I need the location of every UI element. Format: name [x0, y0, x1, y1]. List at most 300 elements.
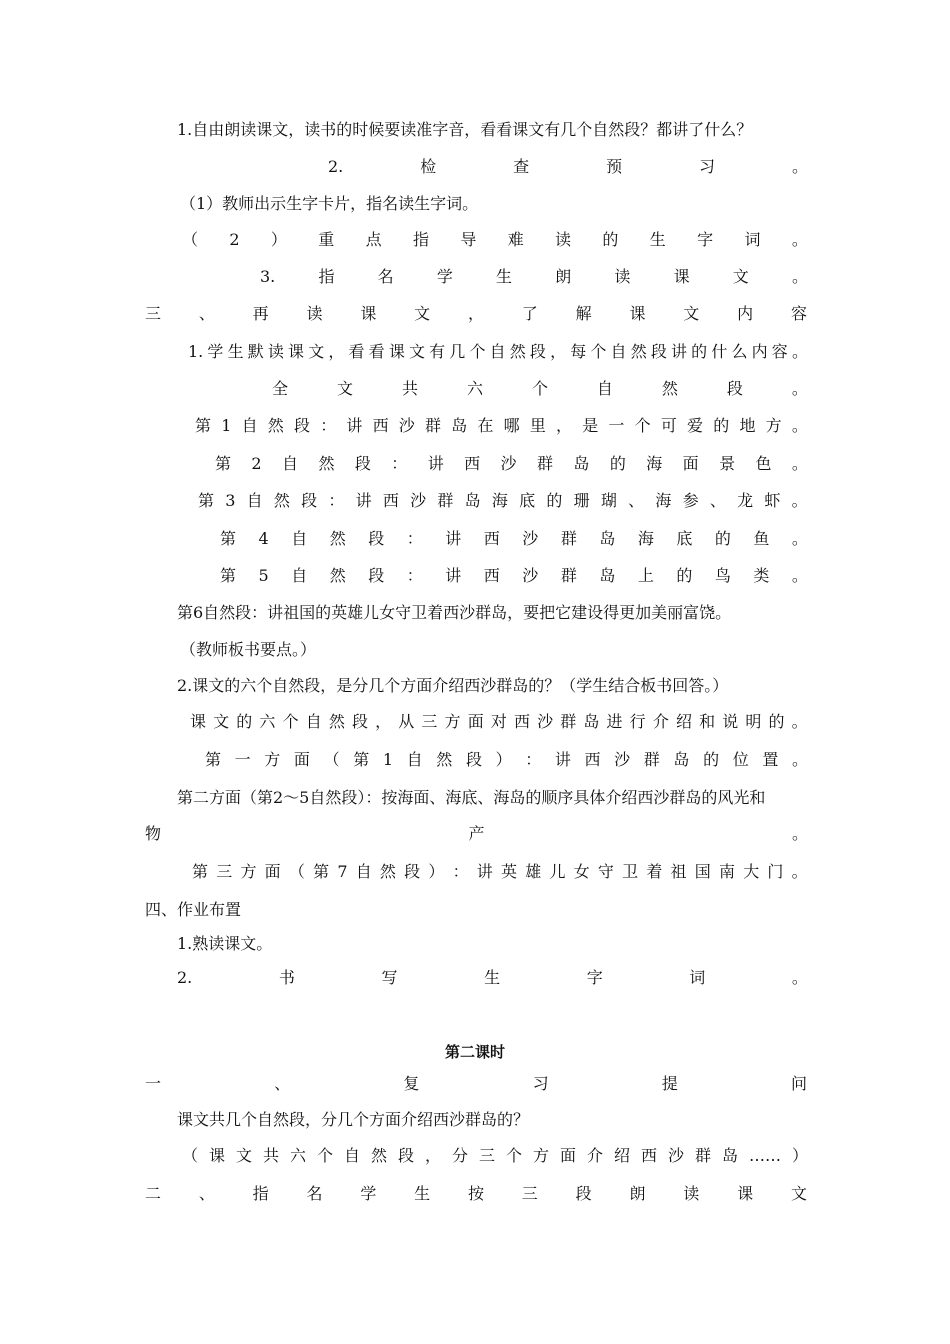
glyph: 读 — [306, 304, 323, 323]
glyph: 然 — [379, 862, 396, 881]
homework-item-2 — [177, 966, 808, 990]
glyph: 学 — [436, 267, 453, 286]
glyph: 色 — [755, 454, 772, 473]
glyph: 爱 — [687, 416, 704, 435]
glyph: 课 — [360, 304, 377, 323]
glyph: 查 — [513, 157, 530, 176]
glyph: 文 — [213, 712, 230, 731]
glyph: 然 — [329, 566, 346, 585]
glyph: 然 — [630, 342, 647, 361]
glyph: ， — [467, 304, 484, 323]
glyph: 。 — [791, 491, 808, 510]
glyph: 六 — [259, 712, 276, 731]
glyph: 绍 — [614, 1146, 631, 1165]
text-line: 1.自由朗读课文，读书的时候要读准字音，看看课文有几个自然段？都讲了什么？ — [177, 120, 753, 139]
glyph: 和 — [699, 712, 716, 731]
glyph: 讲 — [427, 454, 444, 473]
glyph: 。 — [791, 566, 808, 585]
glyph: 自 — [344, 1146, 361, 1165]
glyph: 位 — [732, 750, 749, 769]
glyph: 讲 — [445, 529, 462, 548]
glyph: 生 — [649, 230, 666, 249]
glyph: 三 — [145, 304, 162, 323]
glyph: 课 — [209, 1146, 226, 1165]
glyph: 。 — [791, 862, 808, 881]
glyph: 共 — [263, 1146, 280, 1165]
glyph: 段 — [465, 750, 482, 769]
text-line-justified — [328, 155, 808, 179]
glyph: 指 — [318, 267, 335, 286]
glyph: 、 — [198, 304, 215, 323]
glyph: 课 — [673, 267, 690, 286]
text-line-justified — [272, 377, 808, 401]
glyph: 默 — [247, 342, 264, 361]
glyph: 然 — [273, 491, 290, 510]
glyph: 什 — [711, 342, 728, 361]
text-line-justified — [260, 265, 808, 289]
glyph: 沙 — [668, 1146, 685, 1165]
glyph: 介 — [652, 712, 669, 731]
glyph: 词 — [744, 230, 761, 249]
glyph: 方 — [264, 750, 281, 769]
glyph: 六 — [466, 379, 483, 398]
glyph: 群 — [560, 566, 577, 585]
glyph: 六 — [290, 1146, 307, 1165]
glyph: 个 — [531, 379, 548, 398]
glyph: 岛 — [451, 416, 468, 435]
glyph: 第 — [313, 862, 330, 881]
section-heading-4: 四、作业布置 — [145, 900, 242, 919]
glyph: 沙 — [398, 416, 415, 435]
glyph: 按 — [467, 1184, 484, 1203]
glyph: 2. — [328, 157, 344, 176]
glyph: 内 — [737, 304, 754, 323]
homework-item-1: 1.熟读课文。 — [177, 934, 273, 953]
glyph: 习 — [699, 157, 716, 176]
glyph: 南 — [718, 862, 735, 881]
glyph: 群 — [560, 529, 577, 548]
glyph: ： — [391, 454, 408, 473]
glyph: 。 — [791, 230, 808, 249]
glyph: 沙 — [537, 712, 554, 731]
glyph: 重 — [318, 230, 335, 249]
glyph: 面 — [264, 862, 281, 881]
glyph: 课 — [190, 712, 207, 731]
glyph: 预 — [606, 157, 623, 176]
glyph: 讲 — [445, 566, 462, 585]
glyph: 、 — [274, 1074, 291, 1093]
glyph: 在 — [477, 416, 494, 435]
glyph: 西 — [483, 529, 500, 548]
glyph: 沙 — [410, 491, 427, 510]
glyph: 群 — [695, 1146, 712, 1165]
glyph: 西 — [464, 454, 481, 473]
glyph: 第 — [205, 750, 222, 769]
glyph: 守 — [597, 862, 614, 881]
glyph: 名 — [377, 267, 394, 286]
glyph: 鸟 — [714, 566, 731, 585]
glyph: 容 — [771, 342, 788, 361]
text-line-justified — [188, 340, 808, 364]
section-heading-2 — [145, 1182, 807, 1206]
glyph: 课 — [388, 342, 405, 361]
glyph: ， — [425, 1146, 442, 1165]
glyph: （ — [323, 750, 340, 769]
glyph: 自 — [291, 566, 308, 585]
glyph: …… — [749, 1146, 781, 1165]
glyph: ： — [452, 862, 469, 881]
glyph: 祖 — [670, 862, 687, 881]
glyph: 的 — [236, 712, 253, 731]
glyph: 的 — [768, 712, 785, 731]
glyph: 方 — [765, 416, 782, 435]
glyph: 。 — [791, 529, 808, 548]
glyph: 然 — [328, 712, 345, 731]
glyph: 每 — [570, 342, 587, 361]
glyph: 的 — [676, 566, 693, 585]
glyph: ， — [550, 342, 567, 361]
glyph: 朗 — [629, 1184, 646, 1203]
glyph: 第 — [353, 750, 370, 769]
glyph: ， — [556, 416, 573, 435]
aspect-1 — [205, 748, 808, 772]
glyph: 海 — [646, 454, 663, 473]
glyph: 女 — [573, 862, 590, 881]
glyph: 自 — [489, 342, 506, 361]
glyph: 指 — [252, 1184, 269, 1203]
glyph: 段 — [726, 379, 743, 398]
glyph: 的 — [546, 491, 563, 510]
glyph: 2 — [229, 230, 240, 249]
glyph: 文 — [683, 304, 700, 323]
glyph: ： — [406, 529, 423, 548]
glyph: 容 — [790, 304, 807, 323]
glyph: 5 — [258, 566, 269, 585]
glyph: 沙 — [500, 454, 517, 473]
glyph: 明 — [745, 712, 762, 731]
glyph: 读 — [683, 1184, 700, 1203]
glyph: 对 — [490, 712, 507, 731]
glyph: 7 — [337, 862, 348, 881]
glyph: 里 — [529, 416, 546, 435]
glyph: 面 — [293, 750, 310, 769]
glyph: 绍 — [675, 712, 692, 731]
glyph: 底 — [519, 491, 536, 510]
text-line: （教师板书要点。） — [180, 640, 317, 659]
glyph: 、 — [198, 1184, 215, 1203]
glyph: 段 — [351, 712, 368, 731]
glyph: 第 — [220, 566, 237, 585]
glyph: （ — [182, 230, 199, 249]
glyph: 岛 — [722, 1146, 739, 1165]
glyph: ： — [525, 750, 542, 769]
glyph: 可 — [660, 416, 677, 435]
glyph: 海 — [491, 491, 508, 510]
glyph: 群 — [536, 454, 553, 473]
glyph: 问 — [790, 1074, 807, 1093]
glyph: 课 — [288, 342, 305, 361]
paragraph-summary-5 — [220, 564, 808, 588]
glyph: 海 — [637, 529, 654, 548]
glyph: 1. — [188, 342, 204, 361]
paragraph-summary-1 — [195, 414, 808, 438]
glyph: 的 — [703, 750, 720, 769]
glyph: 第 — [198, 491, 215, 510]
glyph: 产 — [468, 824, 485, 843]
section-heading-3 — [145, 302, 807, 326]
glyph: 鱼 — [753, 529, 770, 548]
glyph: （ — [288, 862, 305, 881]
glyph: 自 — [282, 454, 299, 473]
glyph: 1 — [221, 416, 232, 435]
glyph: 读 — [555, 230, 572, 249]
glyph: 珊 — [573, 491, 590, 510]
glyph: 生 — [484, 968, 501, 987]
glyph: 三 — [216, 862, 233, 881]
glyph: 三 — [479, 1146, 496, 1165]
glyph: 文 — [236, 1146, 253, 1165]
glyph: 朗 — [555, 267, 572, 286]
glyph: 的 — [691, 342, 708, 361]
glyph: 西 — [513, 712, 530, 731]
glyph: 的 — [602, 230, 619, 249]
glyph: 介 — [587, 1146, 604, 1165]
glyph: 景 — [719, 454, 736, 473]
glyph: 学 — [207, 342, 224, 361]
glyph: 指 — [412, 230, 429, 249]
glyph: 书 — [278, 968, 295, 987]
glyph: 西 — [483, 566, 500, 585]
glyph: 自 — [406, 750, 423, 769]
glyph: 字 — [697, 230, 714, 249]
glyph: 个 — [282, 712, 299, 731]
glyph: 讲 — [671, 342, 688, 361]
glyph: 国 — [694, 862, 711, 881]
glyph: 的 — [713, 416, 730, 435]
glyph: 生 — [227, 342, 244, 361]
glyph: 。 — [791, 968, 808, 987]
glyph: 自 — [305, 712, 322, 731]
paragraph-summary-6: 第6自然段：讲祖国的英雄儿女守卫着西沙群岛，要把它建设得更加美丽富饶。 — [177, 603, 732, 622]
glyph: 从 — [398, 712, 415, 731]
glyph: 岛 — [573, 454, 590, 473]
paragraph-summary-3 — [198, 489, 808, 513]
glyph: 群 — [425, 416, 442, 435]
glyph: 。 — [791, 712, 808, 731]
glyph: 置 — [762, 750, 779, 769]
glyph: ： — [320, 416, 337, 435]
glyph: 、 — [709, 491, 726, 510]
glyph: 文 — [336, 379, 353, 398]
glyph: 第 — [192, 862, 209, 881]
glyph: 生 — [414, 1184, 431, 1203]
glyph: ， — [328, 342, 345, 361]
glyph: 段 — [354, 454, 371, 473]
glyph: 。 — [791, 342, 808, 361]
glyph: 然 — [509, 342, 526, 361]
glyph: 段 — [368, 566, 385, 585]
glyph: 沙 — [614, 750, 631, 769]
glyph: 第 — [220, 529, 237, 548]
glyph: 然 — [436, 750, 453, 769]
glyph: 2. — [177, 968, 193, 987]
glyph: 岛 — [599, 529, 616, 548]
glyph: 。 — [791, 750, 808, 769]
glyph: 个 — [317, 1146, 334, 1165]
text-line-justified — [182, 228, 808, 252]
glyph: 岛 — [583, 712, 600, 731]
glyph: 西 — [584, 750, 601, 769]
glyph: 群 — [560, 712, 577, 731]
glyph: 方 — [444, 712, 461, 731]
glyph: 几 — [449, 342, 466, 361]
glyph: 个 — [506, 1146, 523, 1165]
glyph: ： — [328, 491, 345, 510]
glyph: 段 — [368, 529, 385, 548]
glyph: 文 — [732, 267, 749, 286]
glyph: 虾 — [764, 491, 781, 510]
glyph: 卫 — [622, 862, 639, 881]
glyph: 看 — [368, 342, 385, 361]
glyph: 全 — [272, 379, 289, 398]
glyph: 点 — [365, 230, 382, 249]
glyph: 有 — [429, 342, 446, 361]
glyph: 再 — [252, 304, 269, 323]
glyph: 段 — [404, 862, 421, 881]
glyph: 讲 — [554, 750, 571, 769]
glyph: 课 — [737, 1184, 754, 1203]
glyph: 4 — [258, 529, 269, 548]
glyph: 写 — [381, 968, 398, 987]
glyph: 三 — [421, 712, 438, 731]
glyph: 分 — [452, 1146, 469, 1165]
glyph: 上 — [637, 566, 654, 585]
glyph: 段 — [398, 1146, 415, 1165]
glyph: 沙 — [522, 529, 539, 548]
glyph: 面 — [682, 454, 699, 473]
glyph: 大 — [743, 862, 760, 881]
glyph: 段 — [293, 416, 310, 435]
glyph: 进 — [606, 712, 623, 731]
glyph: ） — [270, 230, 287, 249]
glyph: 面 — [560, 1146, 577, 1165]
glyph: 2 — [251, 454, 262, 473]
glyph: 西 — [372, 416, 389, 435]
glyph: 说 — [722, 712, 739, 731]
glyph: 地 — [739, 416, 756, 435]
glyph: 自 — [610, 342, 627, 361]
glyph: 1 — [382, 750, 394, 769]
glyph: 着 — [646, 862, 663, 881]
glyph: ） — [791, 1146, 808, 1165]
glyph: 西 — [641, 1146, 658, 1165]
glyph: 。 — [791, 416, 808, 435]
glyph: ） — [428, 862, 445, 881]
glyph: 第 — [215, 454, 232, 473]
aspect-2: 第二方面（第2～5自然段）：按海面、海底、海岛的顺序具体介绍西沙群岛的风光和 — [177, 788, 766, 807]
glyph: 英 — [501, 862, 518, 881]
glyph: 个 — [634, 416, 651, 435]
glyph: 文 — [308, 342, 325, 361]
glyph: 。 — [791, 824, 808, 843]
glyph: 文 — [414, 304, 431, 323]
glyph: 然 — [267, 416, 284, 435]
glyph: 物 — [145, 824, 162, 843]
glyph: 字 — [586, 968, 603, 987]
glyph: （ — [182, 1146, 199, 1165]
glyph: 自 — [246, 491, 263, 510]
glyph: 一 — [145, 1074, 162, 1093]
glyph: 名 — [306, 1184, 323, 1203]
glyph: 自 — [355, 862, 372, 881]
glyph: 。 — [791, 454, 808, 473]
text-line-justified — [190, 710, 808, 734]
glyph: 然 — [661, 379, 678, 398]
glyph: 个 — [590, 342, 607, 361]
glyph: 文 — [408, 342, 425, 361]
glyph: 参 — [682, 491, 699, 510]
glyph: 一 — [608, 416, 625, 435]
glyph: 了 — [521, 304, 538, 323]
glyph: 西 — [382, 491, 399, 510]
glyph: 段 — [529, 342, 546, 361]
glyph: 讲 — [476, 862, 493, 881]
paragraph-summary-4 — [220, 527, 808, 551]
glyph: ， — [375, 712, 392, 731]
glyph: 内 — [751, 342, 768, 361]
glyph: 海 — [655, 491, 672, 510]
glyph: 然 — [318, 454, 335, 473]
glyph: 岛 — [464, 491, 481, 510]
glyph: 段 — [301, 491, 318, 510]
glyph: 讲 — [346, 416, 363, 435]
glyph: 3 — [225, 491, 236, 510]
glyph: 门 — [767, 862, 784, 881]
glyph: 岛 — [673, 750, 690, 769]
glyph: 词 — [689, 968, 706, 987]
text-line: 课文共几个自然段，分几个方面介绍西沙群岛的？ — [177, 1110, 530, 1129]
glyph: 个 — [469, 342, 486, 361]
glyph: 段 — [650, 342, 667, 361]
glyph: 底 — [676, 529, 693, 548]
glyph: 段 — [575, 1184, 592, 1203]
glyph: ： — [406, 566, 423, 585]
glyph: 一 — [234, 750, 251, 769]
glyph: 的 — [609, 454, 626, 473]
glyph: 么 — [731, 342, 748, 361]
glyph: 看 — [348, 342, 365, 361]
glyph: 二 — [145, 1184, 162, 1203]
glyph: 解 — [575, 304, 592, 323]
glyph: 群 — [643, 750, 660, 769]
glyph: 。 — [791, 157, 808, 176]
glyph: 读 — [614, 267, 631, 286]
glyph: 瑚 — [600, 491, 617, 510]
glyph: 课 — [629, 304, 646, 323]
glyph: 读 — [267, 342, 284, 361]
text-line: 2.课文的六个自然段，是分几个方面介绍西沙群岛的？（学生结合板书回答。） — [177, 676, 729, 695]
glyph: 面 — [467, 712, 484, 731]
glyph: 然 — [329, 529, 346, 548]
glyph: 方 — [533, 1146, 550, 1165]
glyph: 方 — [240, 862, 257, 881]
glyph: 自 — [291, 529, 308, 548]
glyph: ） — [495, 750, 512, 769]
glyph: 岛 — [599, 566, 616, 585]
glyph: 文 — [790, 1184, 807, 1203]
paragraph-summary-2 — [215, 452, 808, 476]
glyph: 检 — [420, 157, 437, 176]
